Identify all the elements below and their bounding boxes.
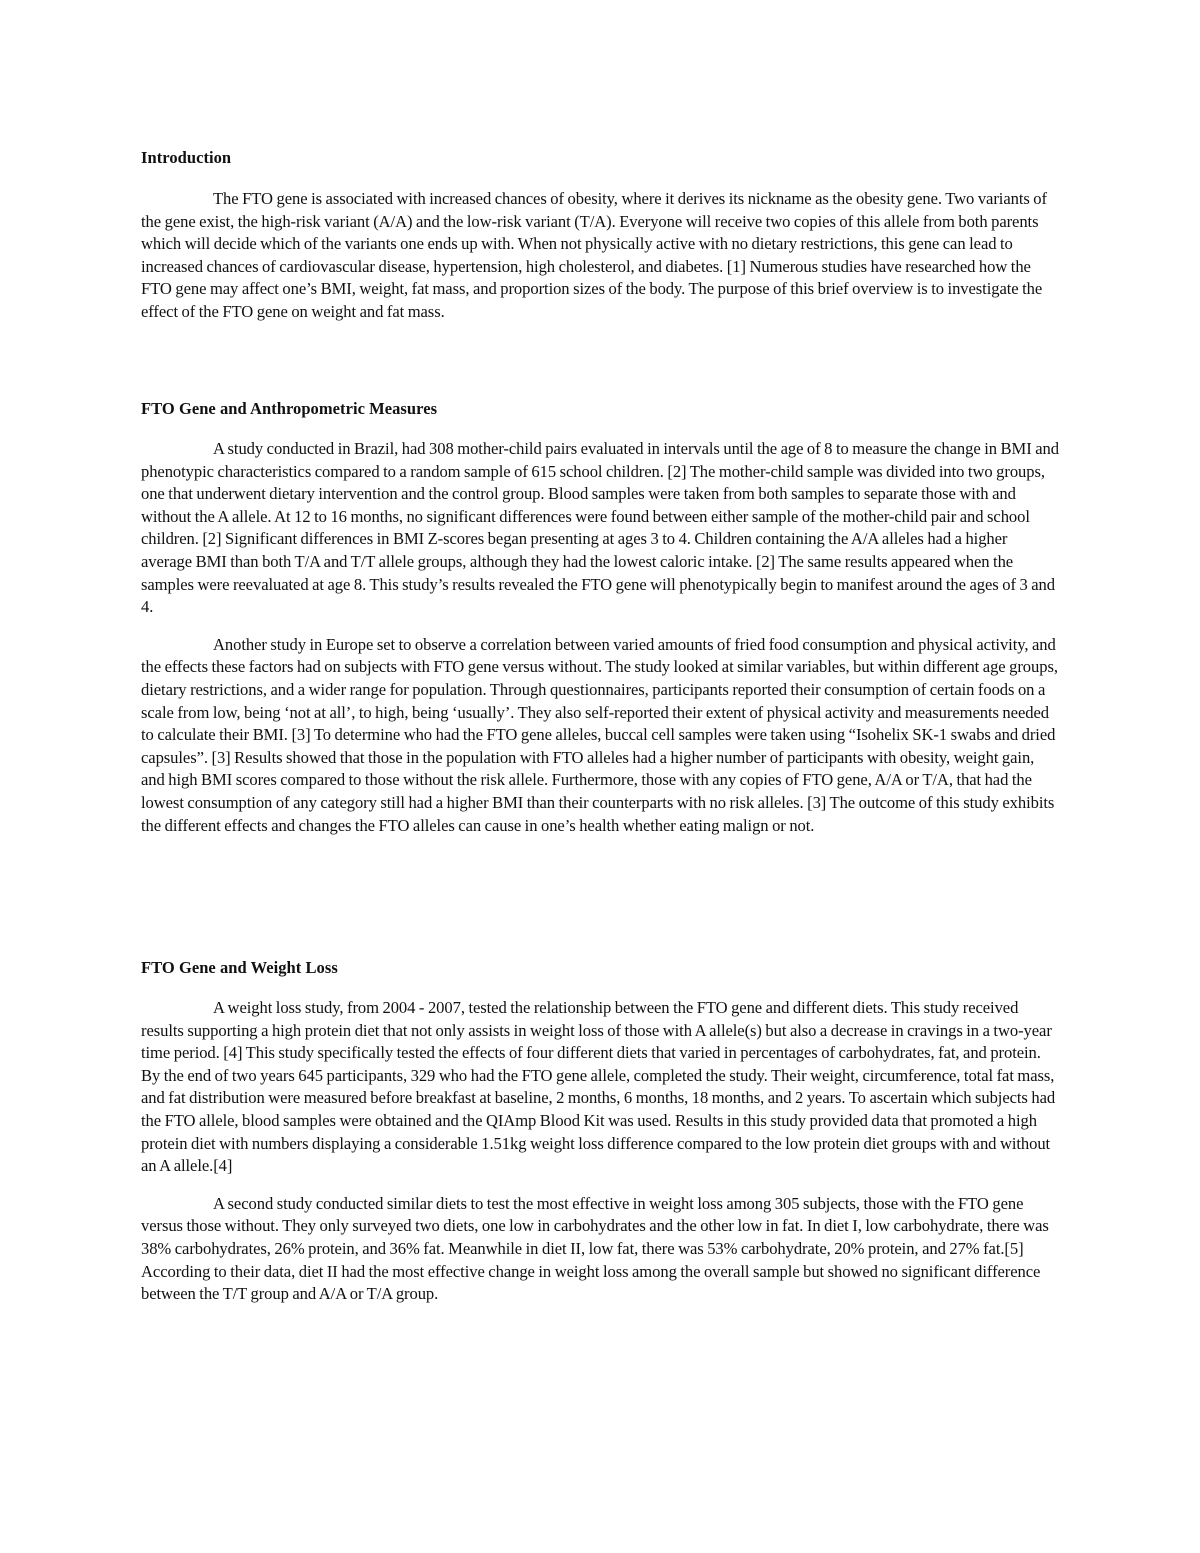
paragraph: The FTO gene is associated with increased chances of obesity, where it derives its nickname as the obesity gene. Two variants of the gene exist, the high-risk variant (A/A) and the low-risk variant (T/A). Everyone will receive two copies of this allele from both parents which will decide which of the variants one ends up with. When not physically active with no dietary restrictions, this gene can lead to increased chances of cardiovascular disease, hypertension, high cholesterol, and diabetes. [1] Numerous studies have researched how the FTO gene may affect one’s BMI, weight, fat mass, and proportion sizes of the body. The purpose of this brief overview is to investigate the effect of the FTO gene on weight and fat mass. (141, 189, 1047, 321)
section-weight-loss (141, 958, 1061, 1306)
section-heading: FTO Gene and Anthropometric Measures (141, 399, 438, 418)
paragraph: A study conducted in Brazil, had 308 mother-child pairs evaluated in intervals until the age of 8 to measure the change in BMI and phenotypic characteristics compared to a random sample of 615 school children. [2] The mother-child sample was divided into two groups, one that underwent dietary intervention and the control group. Blood samples were taken from both samples to separate those with and without the A allele. At 12 to 16 months, no significant differences were found between either sample of the mother-child pair and school children. [2] Significant differences in BMI Z-scores began presenting at ages 3 to 4. Children containing the A/A alleles had a higher average BMI than both T/A and T/T allele groups, although they had the lowest caloric intake. [2] The same results appeared when the samples were reevaluated at age 8. This study’s results revealed the FTO gene will phenotypically begin to manifest around the ages of 3 and 4. (141, 439, 1059, 617)
section-heading: Introduction (141, 148, 232, 167)
paragraph: Another study in Europe set to observe a correlation between varied amounts of fried food consumption and physical activity, and the effects these factors had on subjects with FTO gene versus without. The study looked at similar variables, but within different age groups, dietary restrictions, and a wider range for population. Through questionnaires, participants reported their consumption of certain foods on a scale from low, being ‘not at all’, to high, being ‘usually’. They also self-reported their extent of physical activity and measurements needed to calculate their BMI. [3] To determine who had the FTO gene alleles, buccal cell samples were taken using “Isohelix SK-1 swabs and dried capsules”. [3] Results showed that those in the population with FTO alleles had a higher number of participants with obesity, weight gain, and high BMI scores compared to those without the risk allele. Furthermore, those with any copies of FTO gene, A/A or T/A, that had the lowest consumption of any category still had a higher BMI than their counterparts with no risk alleles. [3] The outcome of this study exhibits the different effects and changes the FTO alleles can cause in one’s health whether eating malign or not. (141, 634, 1058, 835)
section-anthropometric-measures (141, 399, 1061, 837)
section-introduction (141, 148, 1061, 324)
paragraph: A weight loss study, from 2004 - 2007, tested the relationship between the FTO gene and different diets. This study received results supporting a high protein diet that not only assists in weight loss of those with A allele(s) but also a decrease in cravings in a two-year time period. [4] This study specifically tested the effects of four different diets that varied in percentages of carbohydrates, fat, and protein. By the end of two years 645 participants, 329 who had the FTO gene allele, completed the study. Their weight, circumference, total fat mass, and fat distribution were measured before breakfast at baseline, 2 months, 6 months, 18 months, and 2 years. To ascertain which subjects had the FTO allele, blood samples were obtained and the QIAmp Blood Kit was used. Results in this study provided data that promoted a high protein diet with numbers displaying a considerable 1.51kg weight loss difference compared to the low protein diet groups with and without an A allele.[4] (141, 998, 1056, 1176)
paragraph: A second study conducted similar diets to test the most effective in weight loss among 305 subjects, those with the FTO gene versus those without. They only surveyed two diets, one low in carbohydrates and the other low in fat. In diet I, low carbohydrate, there was 38% carbohydrates, 26% protein, and 36% fat. Meanwhile in diet II, low fat, there was 53% carbohydrate, 20% protein, and 27% fat.[5] According to their data, diet II had the most effective change in weight loss among the overall sample but showed no significant difference between the T/T group and A/A or T/A group. (141, 1193, 1049, 1304)
section-heading: FTO Gene and Weight Loss (141, 958, 338, 977)
